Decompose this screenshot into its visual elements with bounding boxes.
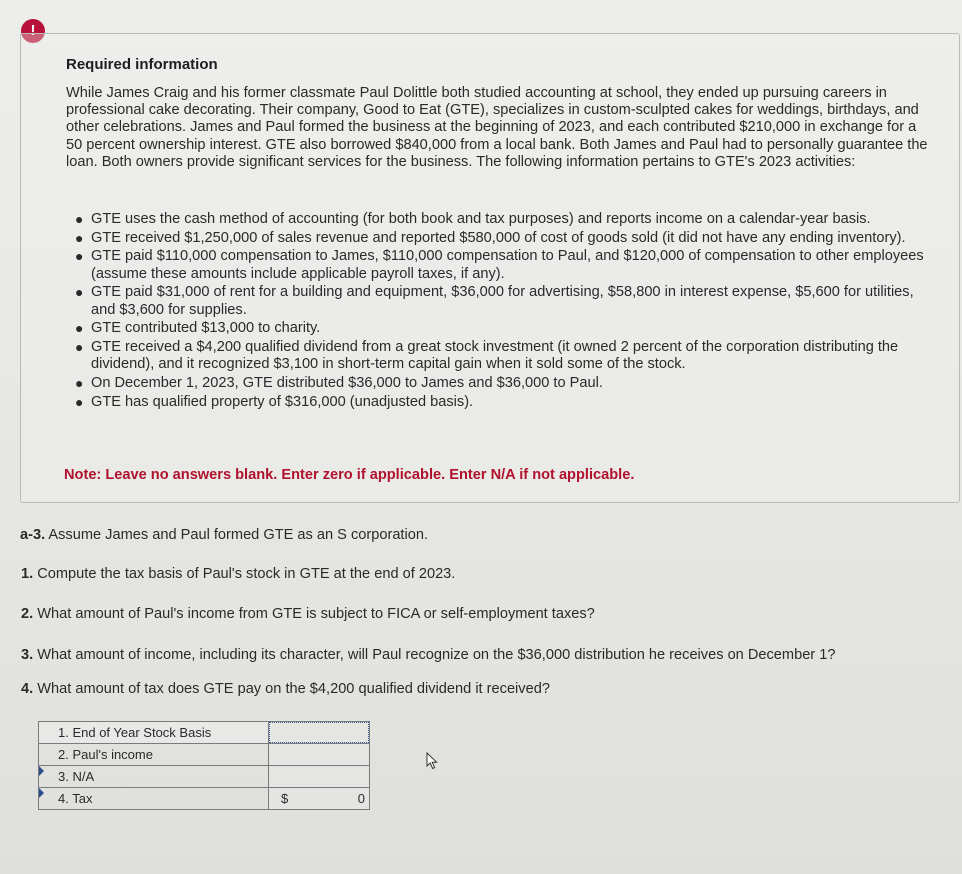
list-item: ● GTE uses the cash method of accounting (for both book and tax purposes) and reports income on a calendar-year basis. [75, 211, 871, 227]
row-label: 1. End of Year Stock Basis [39, 722, 269, 744]
question-item-3: 3. What amount of income, including its character, will Paul recognize on the $36,000 distribution he receives on December 1? [21, 647, 836, 663]
list-item: ● On December 1, 2023, GTE distributed $36,000 to James and $36,000 to Paul. [75, 374, 603, 391]
bullet-icon: ● [75, 211, 84, 227]
bullet-icon: ● [75, 284, 84, 301]
alert-icon: ! [21, 19, 45, 43]
currency-symbol: $ [281, 791, 289, 806]
tax-input[interactable]: 0 [357, 791, 365, 806]
question-item-2: 2. What amount of Paul's income from GTE is subject to FICA or self-employment taxes? [21, 606, 595, 622]
info-intro: While James Craig and his former classmate Paul Dolittle both studied accounting at school, they ended up pursuing careers in professional cake decorating. Their company, Good to Eat (GTE), specializes in custom-sculpted cakes for weddings, birthdays, and other celebrations. James and Paul formed the business at the beginning of 2023, and each contributed $210,000 in exchange for a 50 percent ownership interest. GTE also borrowed $840,000 from a local bank. Both James and Paul had to personally guarantee the loan. Both owners provide significant services for the business. The following information pertains to GTE's 2023 activities: [66, 85, 928, 170]
list-item: ● GTE received a $4,200 qualified dividend from a great stock investment (it owned 2 percent of the corporation distributing the dividend), and it recognized $3,100 in short-term capital gain when it sold some of the stock. [75, 338, 899, 373]
list-item: ● GTE has qualified property of $316,000 (unadjusted basis). [75, 393, 474, 410]
info-title: Required information [66, 56, 218, 73]
row-label: 3. N/A [39, 766, 269, 788]
table-row [39, 766, 370, 788]
instruction-note: Note: Leave no answers blank. Enter zero if applicable. Enter N/A if not applicable. [64, 467, 635, 483]
answer-cell-tax[interactable] [269, 788, 370, 810]
bullet-icon: ● [75, 229, 84, 246]
mouse-cursor-icon [426, 752, 440, 770]
list-item: ● GTE paid $31,000 of rent for a building and equipment, $36,000 for advertising, $58,800 in interest expense, $5,600 for utilities, and $3,600 for supplies. [75, 284, 914, 318]
question-item-1: 1. Compute the tax basis of Paul's stock in GTE at the end of 2023. [21, 566, 456, 582]
paul-income-input[interactable] [269, 745, 369, 765]
list-item: ● GTE received $1,250,000 of sales revenue and reported $580,000 of cost of goods sold (it did not have any ending inventory). [75, 229, 906, 246]
answer-cell-na[interactable] [269, 766, 370, 788]
answer-cell-income[interactable] [269, 744, 370, 766]
bullet-icon: ● [75, 248, 84, 265]
table-row [39, 722, 370, 744]
facts-list [70, 211, 930, 412]
list-item: ● GTE contributed $13,000 to charity. [75, 320, 321, 337]
flag-icon [39, 788, 44, 798]
question-item-4: 4. What amount of tax does GTE pay on the $4,200 qualified dividend it received? [21, 681, 550, 697]
answer-cell-basis[interactable] [269, 722, 370, 744]
focus-outline [269, 722, 369, 743]
na-input[interactable] [269, 767, 369, 787]
flag-icon [39, 766, 44, 776]
answer-table [38, 721, 370, 810]
row-label: 2. Paul's income [39, 744, 269, 766]
table-row [39, 744, 370, 766]
bullet-icon: ● [75, 374, 84, 391]
row-label: 4. Tax [39, 788, 269, 810]
bullet-icon: ● [75, 393, 84, 410]
table-row [39, 788, 370, 810]
question-heading: a-3. Assume James and Paul formed GTE as an S corporation. [20, 527, 429, 543]
list-item: ● GTE paid $110,000 compensation to James, $110,000 compensation to Paul, and $120,000 of compensation to other employees (assume these amounts include applicable payroll taxes, if any). [75, 248, 924, 282]
bullet-icon: ● [75, 320, 84, 337]
bullet-icon: ● [75, 338, 84, 355]
